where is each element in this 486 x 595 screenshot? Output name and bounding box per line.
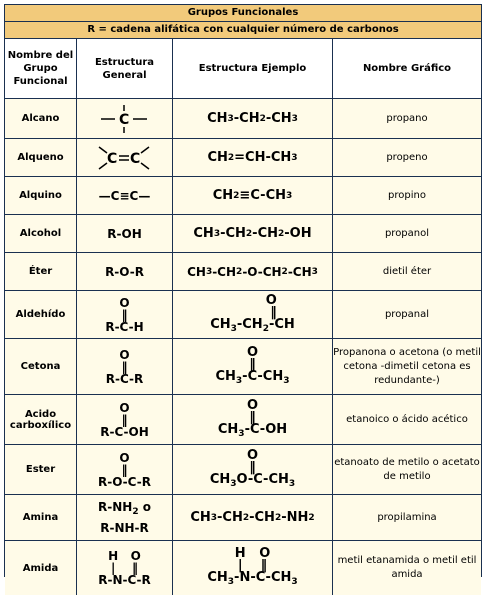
group-name: Acido carboxílico bbox=[5, 395, 77, 444]
graphic-name: etanoato de metilo o acetato de metilo bbox=[334, 456, 480, 482]
example-structure: O ‖ $CH_3-CH_2-CH$ bbox=[173, 291, 333, 338]
group-name: Alcano bbox=[5, 99, 77, 138]
table-subtitle: R = cadena alifática con cualquier número de carbonos bbox=[5, 22, 481, 39]
example-structure: CH 3 -CH 2 -CH 2 -NH 2 bbox=[173, 495, 333, 540]
table-row bbox=[5, 541, 481, 595]
header-general-structure: Estructura General bbox=[77, 39, 173, 98]
group-name: Aldehído bbox=[5, 291, 77, 338]
example-structure: H O | ‖ $CH_3-N-C-CH_3$ bbox=[173, 541, 333, 595]
graphic-name: propano bbox=[386, 112, 428, 124]
general-structure: O ‖ R-O-C-R bbox=[77, 445, 173, 494]
general-structure: O ‖ R-C-R bbox=[77, 339, 173, 394]
graphic-name: propilamina bbox=[377, 511, 437, 523]
general-structure: R-OH bbox=[77, 215, 173, 252]
example-structure: CH 3 - CH 2 - CH 3 bbox=[173, 99, 333, 138]
general-structure: O ‖ R-C-H bbox=[77, 291, 173, 338]
graphic-name: metil etanamida o metil etil amida bbox=[337, 555, 477, 580]
general-structure: O ‖ R-C-OH bbox=[77, 395, 173, 444]
graphic-name: Propanona o acetona (o metil cetona -dimetil cetona es redundante-) bbox=[333, 346, 481, 386]
general-structure bbox=[77, 139, 173, 176]
graphic-name: dietil éter bbox=[382, 265, 432, 277]
graphic-name: propeno bbox=[386, 151, 428, 163]
functional-groups-table bbox=[4, 4, 482, 587]
header-row bbox=[5, 39, 481, 99]
svg-text:C: C bbox=[129, 150, 140, 167]
group-name: Amida bbox=[5, 541, 77, 595]
table-row bbox=[5, 291, 481, 339]
group-name: Alqueno bbox=[5, 139, 77, 176]
general-structure bbox=[77, 99, 173, 138]
example-structure: CH 3 -CH 2 -CH 2 -OH bbox=[173, 215, 333, 252]
example-structure: CH 2 ≡C- CH 3 bbox=[173, 177, 333, 214]
table-row bbox=[5, 215, 481, 253]
general-structure: $R-NH_2$ o R-NH-R bbox=[77, 495, 173, 540]
group-name: Amina bbox=[5, 495, 77, 540]
table-row bbox=[5, 495, 481, 541]
header-graphic-name: Nombre Gráfico bbox=[362, 63, 452, 74]
general-structure: H O | ‖ R-N-C-R bbox=[77, 541, 173, 595]
example-structure: CH 2 =CH- CH 3 bbox=[173, 139, 333, 176]
example-structure: CH 3 -CH 2 -O-CH 2 -CH 3 bbox=[173, 253, 333, 290]
table-title: Grupos Funcionales bbox=[5, 5, 481, 22]
group-name: Alcohol bbox=[5, 215, 77, 252]
table-row bbox=[5, 99, 481, 139]
group-name: Éter bbox=[5, 253, 77, 290]
table-row bbox=[5, 339, 481, 395]
group-name: Cetona bbox=[5, 339, 77, 394]
general-structure: R-O-R bbox=[77, 253, 173, 290]
table-row bbox=[5, 445, 481, 495]
header-example-structure: Estructura Ejemplo bbox=[173, 39, 333, 98]
graphic-name: propanal bbox=[384, 308, 430, 320]
example-structure: O ‖ $CH_3-C-OH$ bbox=[173, 395, 333, 444]
example-structure: O ‖ $CH_3-C-CH_3$ bbox=[173, 339, 333, 394]
alkane-structure-icon bbox=[95, 102, 155, 136]
graphic-name: propino bbox=[388, 189, 426, 201]
table-row bbox=[5, 139, 481, 177]
alkene-structure-icon bbox=[95, 143, 155, 173]
general-structure: —C≡C— bbox=[77, 177, 173, 214]
table-row bbox=[5, 253, 481, 291]
graphic-name: etanoico o ácido acético bbox=[346, 413, 468, 425]
table-row bbox=[5, 395, 481, 445]
svg-text:C: C bbox=[106, 150, 117, 167]
graphic-name: propanol bbox=[384, 227, 430, 239]
svg-text:C: C bbox=[118, 111, 129, 128]
header-group-name: Nombre del Grupo Funcional bbox=[5, 39, 77, 98]
example-structure: O ‖ $CH_3O-C-CH_3$ bbox=[173, 445, 333, 494]
group-name: Ester bbox=[5, 445, 77, 494]
group-name: Alquino bbox=[5, 177, 77, 214]
table-row bbox=[5, 177, 481, 215]
